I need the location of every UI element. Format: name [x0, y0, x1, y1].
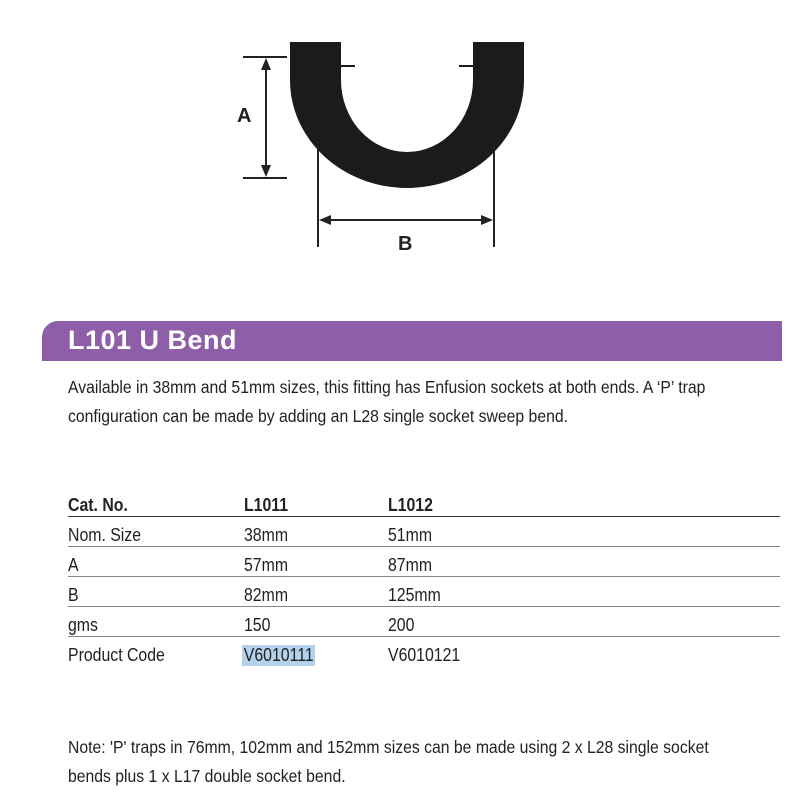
selected-product-code[interactable]: V6010111 — [243, 645, 314, 665]
cell-value: 125mm — [388, 577, 780, 607]
u-bend-diagram — [0, 0, 800, 290]
header-l1011: L1011 — [244, 488, 388, 517]
cell-value: V6010121 — [388, 645, 461, 665]
dimension-a-label: A — [237, 105, 252, 127]
cell-value: 200 — [388, 607, 780, 637]
table-row — [68, 637, 780, 667]
cell-value-selected[interactable] — [244, 637, 388, 667]
row-label: gms — [68, 607, 244, 637]
cell-value: 87mm — [388, 547, 780, 577]
table-row — [68, 517, 780, 547]
section-title-bar — [42, 321, 782, 361]
table-row — [68, 607, 780, 637]
left-socket-step — [341, 42, 355, 66]
product-description: Available in 38mm and 51mm sizes, this fitting has Enfusion sockets at both ends. A ‘P’ trap configuration can be made by adding an L28 single socket sweep bend. — [68, 377, 706, 426]
table-row — [68, 577, 780, 607]
section-title: L101 U Bend — [68, 325, 238, 355]
u-bend-pipe — [290, 42, 524, 188]
header-cat-no: Cat. No. — [68, 488, 244, 517]
cell-value: 51mm — [388, 517, 780, 547]
footnote: Note: 'P' traps in 76mm, 102mm and 152mm sizes can be made using 2 x L28 single socket bends plus 1 x L17 double socket bend. — [68, 737, 709, 786]
row-label: A — [68, 547, 244, 577]
row-label: B — [68, 577, 244, 607]
spec-table — [68, 488, 780, 666]
cell-value: 150 — [244, 607, 388, 637]
dimension-b-label: B — [398, 233, 413, 255]
row-label: Nom. Size — [68, 517, 244, 547]
row-label: Product Code — [68, 645, 165, 665]
header-l1012: L1012 — [388, 488, 780, 517]
cell-value: 57mm — [244, 547, 388, 577]
table-header-row — [68, 488, 780, 517]
right-socket-step — [459, 42, 473, 66]
cell-value: 38mm — [244, 517, 388, 547]
cell-value: 82mm — [244, 577, 388, 607]
table-row — [68, 547, 780, 577]
